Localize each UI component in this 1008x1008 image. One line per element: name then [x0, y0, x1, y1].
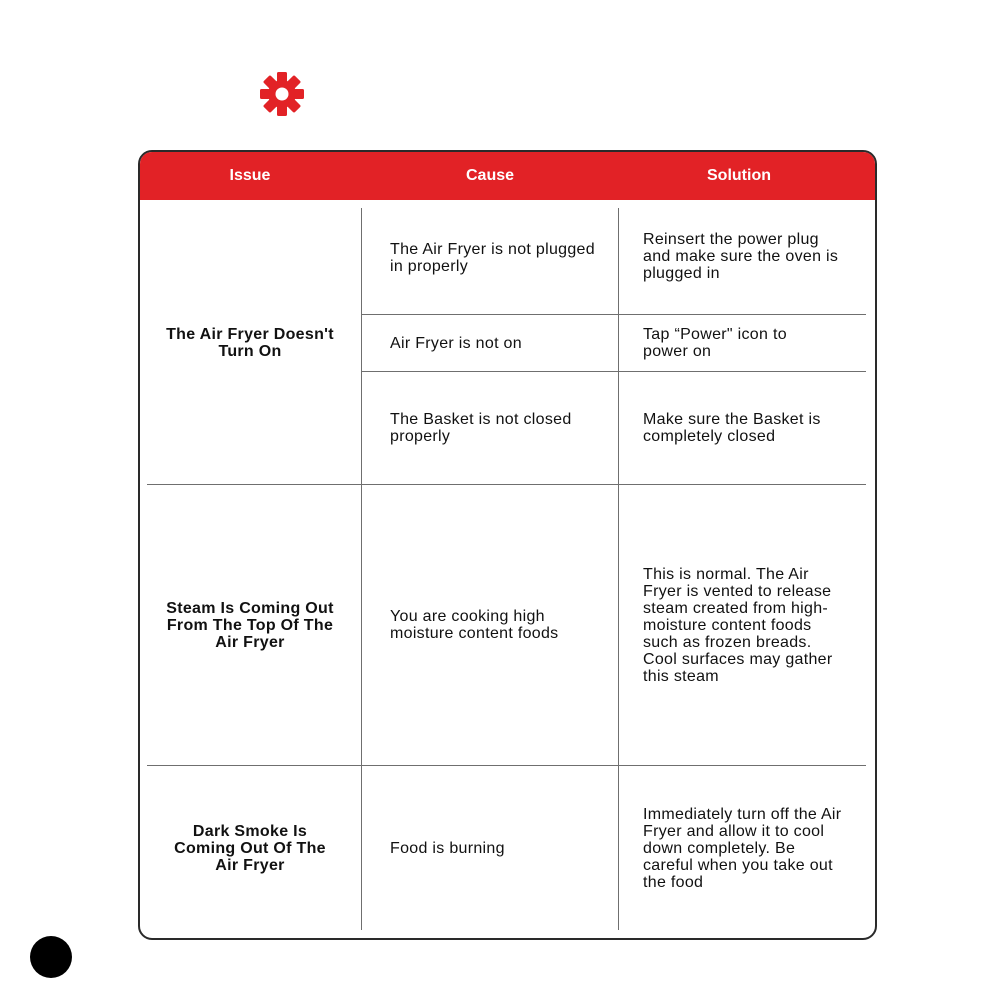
issue-cell [170, 766, 330, 930]
cause-cell [390, 766, 600, 930]
cause-text: The Basket is not closed properly [390, 411, 572, 445]
issue-cell [165, 485, 335, 765]
solution-cell [643, 485, 843, 765]
issue-text: Dark Smoke Is Coming Out Of The Air Fryer [174, 822, 326, 874]
header-solution: Solution [707, 167, 771, 184]
decorative-dot [30, 936, 72, 978]
solution-cell [643, 372, 843, 484]
column-divider [361, 208, 362, 930]
solution-text: Tap “Power" icon to power on [643, 326, 787, 360]
solution-text: Make sure the Basket is completely closed [643, 411, 821, 445]
solution-text: Reinsert the power plug and make sure the oven is plugged in [643, 231, 839, 282]
cause-cell [390, 315, 600, 371]
solution-cell [643, 315, 833, 371]
solution-cell [643, 766, 843, 930]
troubleshooting-table [138, 150, 877, 940]
solution-cell [643, 201, 843, 314]
cause-text: Air Fryer is not on [390, 335, 522, 352]
solution-text: This is normal. The Air Fryer is vented to release steam created from high-moisture content foods such as frozen breads. Cool surfaces may gather this steam [643, 565, 833, 685]
header-cause: Cause [465, 167, 515, 184]
cause-cell [390, 372, 590, 484]
issue-text: Steam Is Coming Out From The Top Of The Air Fryer [166, 599, 334, 651]
solution-text: Immediately turn off the Air Fryer and allow it to cool down completely. Be careful when you take out the food [643, 805, 842, 891]
header-issue: Issue [229, 167, 271, 184]
cause-text: You are cooking high moisture content foods [390, 608, 559, 642]
column-divider [618, 208, 619, 930]
cause-text: The Air Fryer is not plugged in properly [390, 240, 595, 275]
cause-cell [390, 201, 600, 314]
cause-cell [390, 485, 600, 765]
cause-text: Food is burning [390, 839, 505, 857]
table-header [140, 152, 875, 200]
gear-icon [259, 71, 305, 117]
issue-text: The Air Fryer Doesn't Turn On [166, 325, 334, 360]
issue-cell [160, 201, 340, 484]
